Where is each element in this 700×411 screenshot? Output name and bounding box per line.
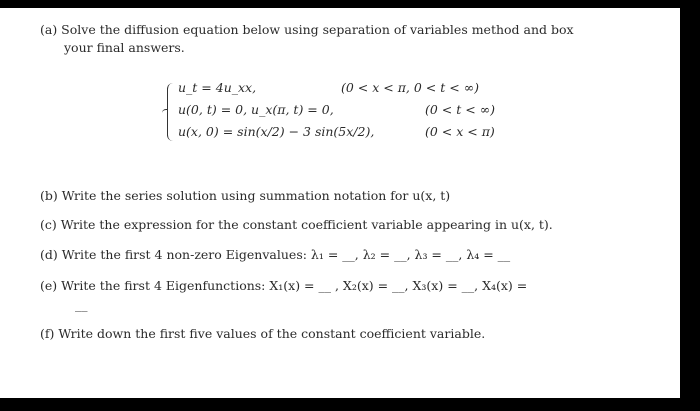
equation-brace <box>167 83 175 141</box>
equation-3: u(x, 0) = sin(x/2) − 3 sin(5x/2), <box>178 124 375 139</box>
part-a-line2: your final answers. <box>64 40 185 55</box>
part-f: (f) Write down the first five values of the constant coefficient variable. <box>40 326 486 341</box>
equation-2: u(0, t) = 0, u_x(π, t) = 0, <box>178 102 334 117</box>
part-c: (c) Write the expression for the constant coefficient variable appearing in u(x, t). <box>40 217 553 232</box>
part-b: (b) Write the series solution using summation notation for u(x, t) <box>40 188 451 203</box>
part-a-line1: (a) Solve the diffusion equation below using separation of variables method and box <box>40 22 574 37</box>
equation-3-domain: (0 < x < π) <box>425 124 495 139</box>
part-e-continuation: __ <box>75 297 88 312</box>
equation-1: u_t = 4u_xx, <box>178 80 257 95</box>
part-d: (d) Write the first 4 non-zero Eigenvalues: λ₁ = __, λ₂ = __, λ₃ = __, λ₄ = __ <box>40 247 511 262</box>
document-page <box>0 8 680 398</box>
equation-1-domain: (0 < x < π, 0 < t < ∞) <box>341 80 479 95</box>
part-e: (e) Write the first 4 Eigenfunctions: X₁(x) = __ , X₂(x) = __, X₃(x) = __, X₄(x) = <box>40 278 528 293</box>
equation-2-domain: (0 < t < ∞) <box>425 102 495 117</box>
